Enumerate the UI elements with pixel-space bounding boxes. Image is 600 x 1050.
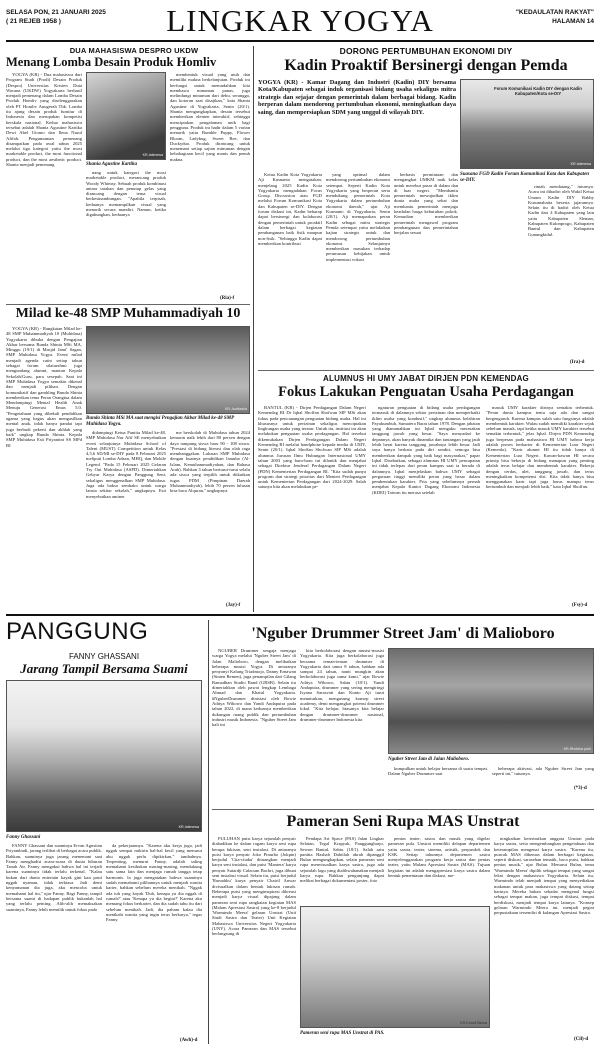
kadin-column-1	[258, 172, 322, 368]
fanny-headline: Jarang Tampil Bersama Suami	[20, 661, 188, 676]
umy-text-3: masuk UMY karakter dirinya semakin terbentuk. "Peran dunia kampus tentu saja ada dan sangat bergengaruh. Karena kampus salah satu fungsinya adalah membentuk karakter. Walau sudah memiliki karakter sejak sebelum masuk, tapi ketika masuk UMY karakter tersebut semakin terbentuk," jelas Iqbal. Dirjen PDN Kemendag juga berpesan pada mahasiswa HI UMY bahwa kerja adalah proses berkarier di Kementerian Luar Negeri (Kemenlu). "Karir alumni HI itu tidak hanya di Kementerian Luar Negeri. Kawan-kawan HI secara prinsip bisa bekerja di bidang manapun yang penting adalah terus belajar dan membentuk karakter. Bekerja dengan cerdas, ulet, tanggung jawab, dan terus meningkatkan kompetensi diri. Kita tidak hanya bisa menggunakan karir tapi juga harus mampu terus bertumbuh dan menjadi lebih baik," kata Iqbal Shoffan.	[486, 405, 594, 490]
column-divider-bottom	[208, 620, 209, 1044]
milad-text-2: didampingi Ketua Panitia Milad ke-48, SMP Muhidasa Nur Afif SE menyebutkan event selanjutnya Muhidasa School of Talent (MUST) Competition untuk Kelas 4,5,6 SD/MI se-DIY pada 8 Februari 2025 meliputi Lomba Adzan, MHQ, dan Mobile Legend. "Pada 15 Februari 2025 Gelaran Try Out Muhidasa (ASPD). Dimeriahkan Gebyar Karya dengan Panggung Seni, sekaligus menggenalkan SMP Muhidasa. Juga ada bakso sembako untuk warga lansia sekitar sekolah," ungkapnya. Esti menyebutkan aminer	[86, 430, 166, 499]
kadin-kicker: DORONG PERTUMBUHAN EKONOMI DIY	[339, 46, 513, 56]
homliv-text-3: membentuk visual yang utuh dan memiliki makna berkelanjutan. Produk ini berfungsi untuk memudahkan kita membawa minuman panas, juga melindungi minuman dari debu, serangga, dan kotoran saat disajikan," kata Shania Agustine di Yogyakarta, Senin (20/1). Shania mengungkapkan, desain tersebut memberikan elemen interaktif, sehingga menciptakan pengalaman unik bagi pengguna. Produk ini hadir dalam 5 varian menarik yaitu Bumble Puppy, Flower Bloom, Ladybug, Sweet Bee, dan Duckyduo. Produk dirancang untuk menemani setiap sajian minuman dengan kebahagiaan kecil yang manis dan penuh makna.	[170, 72, 250, 162]
nguber-endtag: (*3)-d	[574, 786, 587, 791]
milad-headline: Milad ke-48 SMP Muhammadiyah 10	[15, 306, 241, 321]
nguber-text-4: beberapa aktivasi, ada Nguber Street Jam yang seperti ini," tuturnya.	[492, 766, 594, 777]
umy-column-3	[486, 405, 594, 603]
milad-text-3: me berskolah di Muhidasa tahun 2024 kemarin naik lebih dari 80 persen dengan daya tampung siswa baru 90 - 108 siswa. "Prestasi di bidang literasi dan olah raga membanggakan. Lulusan SMP Muhidasa dengan kuatnya pendidikan Ismuba (Al-Islam, Kemuhammadiyahan, dan Bahasa Arab). Bahkan 3 tahun berturut-turut selalu ada siswa yang terpilih untuk diikutkan tugas PDM (Pimpinan Daerah Muhammadiyah), lebih 70 persen lulusan bisa baca Alquran," ungkapnya.	[170, 430, 250, 494]
page-number: HALAMAN 14	[552, 18, 594, 25]
nguber-text-1: NGUBER Drummer sengaja menjaga warga Yogya melalui 'Nguber Street Jam' di Jalan Malioboro, dengan melibatkan beberapa musisi Yogya. Di antaranya penyanyi Kalung Triadmojo, Danny Ernawan (Sinten Remen), juga penampilan dari Gilang Ramadhan Studio Band (GRSB). Selain itu dimeriahkan oleh pawai lengkap Lembaga Ahmad dan Khatul Yogyakarta. #NguberDrummer dinisiasi oleh Bowie Aditya Wibowo dan Yandi Andaputra pada tahun 2022, di mana keduanya memberikan dukungan ruang publik dan pertumbuhan industri musik Indonesia. "Nguber Street Jam kali ini	[212, 648, 296, 728]
kadin-text-2: yang optimal dalam mendorong pertumbuhan ekonomi setempat. Seperti Kadin Kota Yogyakarta yang berperan serta mendukung pemerintah Kota Yogyakarta dalam pertumbuhan ekonomi daerah," ujar Aji Kusnanto di Yogyakarta, Senin (20/1). Aji memaparkan peran Kadin sebagai mitra strategis Pemda setempat yaitu melakukan kajian strategis untuk dan mendorong pertumbuhan ekonomi. Selanjutnya memberikan masukan terhadap perumusan kebijakan untuk implementasi vokasi	[326, 172, 390, 262]
kadin-caption: Suasana FGD Kadin Forum Komunikasi Kota dan Kabupaten se-DIY.	[460, 172, 590, 183]
mas-column-3	[388, 836, 490, 904]
umy-column-1	[258, 405, 366, 613]
kadin-column-2	[326, 172, 390, 368]
mas-headline: Pameran Seni Rupa MAS Unstrat	[286, 813, 520, 830]
mas-photo	[300, 906, 490, 1028]
nguber-text-3: kumpulkan untuk belajar bersama di suatu tempat. Dalam Nguber Drummer saat	[388, 766, 488, 777]
newspaper-title: LINGKAR YOGYA	[166, 3, 434, 38]
section-label: PANGGUNG	[6, 618, 149, 645]
umy-headline: Fokus Lakukan Penguatan Usaha Perdagangan	[278, 384, 574, 400]
mas-text-2: Pendapa Art Space (PAS) Jalan Lingkar Selatan, Tegal Krapyak, Panggungharjo, Sewon Bantul, Sabtu (18/1). Salah satu panitia Hashah Dahtilah akrab dipanggil Bulan mengungkapkan, selain pameran seni rupa menvisualkan karya sastra, juga ada sejumlah lagu yang dialihwahanakan menjadi karya rupa. Bahkan pengunjung dapat melihat berbagai dokumentasi poster, foto	[300, 836, 384, 884]
milad-text-1: YOGYA (KR) - Rangkaian Milad ke-48 SMP Muhammadiyah 10 (Muhidasa) Yogyakarta dibuka dengan Pengajian Akbar bersama Bunda Shinta MSi MA, Minggu (19/1) di Masjid Jami' Sagan, SMP Muhidasa Yogya. Event milad menjadi agenda rutin setiap tahun sebagai forum silaturahmi juga mengundang alumni, mantan Kepala Sekolah/Guru, para sesepuh. Saat ini SMP Muhidasa Yogya semakin dikenal dan menjadi pilihan. Dengan komunikatif dan gambling Bunda Shinta memberikan tema Peran Orangtua dalam Mendampingi Mental Health Anak Menuju Generasi Emas 5.0. "Pengetahuan yang dibekali pendidikan agama yang bagus akan mengasilkan mental anak, tidak hanya pandai tapi juga berbudi pekerti dan akhlak yang baik" ungkap Bunda Shinta. Kepala SMP Muhidasa Esti Priyantini SS MPd BI	[6, 326, 82, 448]
umy-endtag: (Fsy)-d	[572, 603, 588, 608]
nguber-column-3	[388, 766, 488, 796]
issue-hijri-date: ( 21 REJEB 1958 )	[6, 18, 61, 25]
nguber-column-4	[492, 766, 594, 796]
column-divider-top	[253, 46, 254, 612]
kadin-bottom-rule	[258, 370, 594, 371]
homliv-bottom-rule	[6, 304, 250, 305]
kadin-column-4	[528, 184, 594, 360]
nguber-caption: Nguber Street Jam di Jalan Malioboro.	[388, 757, 470, 762]
fanny-text-2: da pekerjaannya. "Karena aku kerja juga, jadi nggak sempat mikirin hal-hal kecil yang menurut aku nggak perlu dipikirkan," tambahnya. Terpenting, menurut Fanny, adalah saling memahami kesibukan masing-masing, mendukung satu sama lain dan menjaga rumah tangga tetap harmonis. Ia juga mengatakan bahwa suaminya sudah memahami pilihannya untuk menjadi wanita karier, bahkan sebelum mereka menikah. "Nggak ada tuh yang kayak 'Duh, kenapa yu dia nggak di rumah?' atau 'Kenapa yu dia begini?' Karena aku memang fokus berkarier, dan dia sudah tahu itu dari sebelum menikah. Jadi, dia paham kalau dia menikahi wanita yang ingin terus berkarya," tegas Fanny.	[106, 843, 202, 923]
kadin-lead-text: YOGYA (KR) - Kamar Dagang dan Industri (Kadin) DIY bersama Kota/Kabupaten sebagai induk organisasi bidang usaha sekaligus mitra strategis dan sejajar dengan pemerintah dalam berbagai bidang. Kadin berperan dalam mendorong pertumbuhan ekonomi, meningkatkan daya saing, dan mempersiapkan SDM yang unggul di wilayah DIY.	[258, 79, 456, 116]
homliv-caption: Shania Agustine Kartika	[86, 162, 137, 167]
kadin-photo	[460, 79, 594, 169]
kadin-column-3	[394, 172, 458, 368]
homliv-column-1	[6, 72, 82, 302]
homliv-column-3	[170, 72, 250, 296]
nguber-text-2: kita berkolaborasi dengan musisi-musisi Yogyakarta. Kita juga berkolaborasi juga bersama teman-teman drummer di Yogyakarta dari umur 8 tahun, bahkan ada sampai 24 tahun, nanti mungkin akan berkolaborasi juga sama kami," ujar Bowie Aditya Wibowo, Sabtu (18/1). Yandi Andaputra, drummer yang sering mengiringi Isyana Sarasvati dan Kunto Aji turut menuturkan, mengusung konsep street academy, demi mengangkat potensi drummer lokal. "Kita belajar, biasanya kita belajar dengan drummer-drummer nasional, drummer-drummer Indonesia kita	[300, 648, 384, 722]
mas-column-1	[212, 836, 296, 1044]
milad-endtag: (Jay)-f	[226, 603, 241, 608]
kadin-headline: Kadin Proaktif Bersinergi dengan Pemda	[284, 57, 568, 74]
kadin-lead	[258, 79, 456, 167]
nguber-headline: 'Nguber Drummer Street Jam' di Malioboro	[251, 625, 555, 642]
nguber-column-1	[212, 648, 296, 808]
mas-caption: Pameran seni rupa MAS Unstrat di PAS.	[300, 1031, 385, 1036]
kadin-text-3: berbasis permintaan dan mengangkat UMKM naik kelas untuk merebut pasar di dalam dan di luar negeri. "Membantu pemerintah mewujudkan iklim dunia usaha yang sehat dan membantu pemerintah menjaga keadulan harga kebutuhan pokok. Kemudian memberikan pemerintah mengawal program pembangunan dan pemerintahan berjalan sesuai	[394, 172, 458, 236]
mas-text-1: PULUHAN puisi karya sejumlah penyair diabadikan ke dalam ragam karya seni rupa berupa lukisan, seni instalasi. Di antaranya puisi karya penyair Joko Pinurbo (Jokpin) berjudul 'Cita-citaku' dituangkan menjadi karya seni instalasi, dan puisi 'Mantera' karya penyair Sutardji Calzoum Bachri, juga dibuat seni instalasi visual. Selain itu, puisi berjudul 'Rumahku' karya penyair Chairil Anwar divisualkan dalam bentuk lukisan rumah. Beberapa puisi yang mengimspirasi dikreasi menjadi karya visual dipajang dalam pameran seni rupa rangkaian kegiatan MAS (Malam Apresiasi Sastra) yang ke-8 berjudul 'Warmindo Meera' gelaran Unstrat (Unit Studi Sastra dan Teater) Unit Kegiatan Mahasiswa Universitas Negeri Yogyakarta (UNY). Acara Pameran dan MAS tersebut berlangsung di	[212, 836, 296, 937]
mas-column-4	[494, 836, 594, 1036]
fanny-name: FANNY GHASSANI	[68, 652, 140, 661]
mas-column-2	[300, 836, 384, 904]
section-rule	[6, 614, 594, 616]
homliv-photo-credit: KR-Istimewa	[142, 153, 163, 157]
masthead	[6, 4, 594, 40]
fanny-column-2	[106, 843, 202, 1037]
nguber-photo	[388, 648, 594, 754]
issue-date: SELASA PON, 21 JANUARI 2025	[6, 9, 106, 16]
kadin-photo-credit: KR-Istimewa	[570, 162, 591, 166]
nguber-photo-credit: KR-Rhobika putri	[563, 747, 591, 751]
umy-kicker: ALUMNUS HI UMY JABAT DIRJEN PDN KEMENDAG	[323, 374, 529, 383]
fanny-column-1	[6, 843, 102, 1045]
fanny-photo	[6, 680, 202, 832]
fanny-photo-credit: KR-Istimewa	[178, 825, 199, 829]
mas-photo-credit: KR-Khocil Blowa	[460, 1021, 487, 1025]
milad-photo	[86, 326, 250, 414]
umy-text-2: ngaturan penguatan di bidang usaha perdagangan termasuk di dalamnya sektor perizinan dan memperbaiki iklim usaha yang kondusif," ungkap alumnus kelahiran Payakumbuh, Sumatera Barat tahun 1978. Dengan jabatan yang diamanahkan ini Iqbal mengaku merasakan tanggung jawab yang besar. "Saya menyadari ke depannya, akan banyak dinamika dan tantangan yang jauh lebih berat karena tanggung jawabnya lebih besar. Jadi saya hanya berkata pada diri sendiri, semoga bisa memberikan dampak yang baik bagi masyarakat," papar Iqbal. Disebutkan, sebagai alumnus HI UMY pencapaian ini tidak terlepas dari peran kampus saat ia berada di dalamnya. Iqbal menjelaskan bahwa UMY sebagai perguruan tinggi memiliki peran yang besar dalam pembentukan karakter. Pria yang sebelumnya pernah menjabat Kepala Kantor Dagang Ekonomi Indonesia (KDEI) Taiwan itu merasa setelah	[372, 405, 480, 495]
umy-text-1: BANTUL (KR) - Dirjen Perdagangan Dalam Negeri Kemendag RI Dr Iqbal Shoffan Shofwan SIP MSi akan fokus pada pencanangan penguatan bidang usaha. Hal ini khususnya untuk perizinan sekaligus menciptakan lingkungan usaha yang teratur. Untuk itu, institusi ini akan melakukan penguatan usaha perdagangan. Hal tersebut dikemukakan Dirjen Perdagangan Dalam Negeri Kemendag RI melalui handphone kepada media di UMY, Senin (20/1). Iqbal Shoffan Shofwan SIP MSi adalah alumnus Jurusan Ilmu Hubungan Internasional UMY tahun 2003 yang baru-baru ini dilantik dan menjabat sebagai Direktur Jenderal Perdagangan Dalam Negeri (PDN) Kementerian Perdagangan RI. "Kita sudah punya program dan strategi prioritas dari Menteri Perdagangan untuk Kementerian Perdagangan dari 2024-2029. Salah satunya kita akan melakukan pe-	[258, 405, 366, 490]
nguber-bottom-rule	[212, 809, 594, 810]
homliv-text-2: nang untuk kategori the most marketable product, merancang produk Woody Whimsy. Sebuah produk kombinasi antara tatakan dan penutup gelas yang dirancang dengan tema visual berkesinambungan. "Apabila terpisah, keduanya memampilkan visual yang menarik secara mandiri. Namun, ketika digabungkan, keduanya	[86, 170, 166, 218]
kadin-text-1: Ketua Kadin Kota Yogyakarta Aji Kusnanto mengatakan, menjelang 2025 Kadin Kota Yogyakarta mengadakan Focus Group Discussion atau FGD melalui Forum Komunikasi Kota dan Kabupaten se-DIY. Dengan forum diskusi ini, Kadin beharap dapat bersinergi dan kolaborasi dengan pemerintah untuk proaktif dalam berbagai kegiatan pembangunan baik fisik maupun non-fisik. "Sehingga Kadin dapat memberikan kontribusi	[258, 172, 322, 246]
umy-column-2	[372, 405, 480, 613]
kadin-event-banner: Forum Komunikasi Kadin DIY dengan Kadin Kabupaten/Kota se-DIY	[494, 86, 582, 96]
mas-text-3: pentas teater, sastra dan musik yang digelar pameran pula. Unstrat memiliki delapan departemen yaitu sastra, teater, sinema, artistik, perpusdok dan KSK. Setiap tahunnya departemen sastra menyelenggarakan program kerja sastra dan pentas teater, yaitu Malam Apresiasi Sastra (MAS). Tujuan kegiatan ini adalah mengapresiasi karya sastra dalam bentuk pementasan dan diskusi, me-	[388, 836, 490, 879]
milad-column-2	[86, 430, 166, 610]
fanny-caption: Fanny Ghassani	[6, 835, 41, 840]
mas-endtag: (Cil)-d	[574, 1037, 589, 1042]
homliv-photo	[86, 72, 166, 160]
milad-caption: Bunda Shinta MSi MA saat mengisi Pengajian Akbar Milad ke-48 SMP Muhidasa Yogya.	[86, 416, 234, 427]
homliv-column-2	[86, 170, 166, 302]
homliv-headline: Menang Lomba Desain Produk Homliv	[6, 55, 217, 69]
fanny-text-1: FANNY Ghassani dan suaminya Ervan Agustian Priyambudi, jarang terlihat di berbagai acara publik. Bahkan, suaminya juga jarang menemani saat Fanny menghadiri acara-acara di dunia hiburan Tanah Air. Fanny mengakui bahwa hal ini terjadi karena suaminya tidak terlalu terkenal. "Kalau bukan dari dunia entertain kayak gini kan pasti nggak nyaman, tidak terbiasa. Jadi demi kenyamanan dia juga, aku mencoba untuk memahami hal itu," ujar Fanny. Bagi Fanny, tampil bersama suami di hadapan publik bukanlah hal yang terlalu penting. Alih-alih memaksakan suaminya, Fanny lebih memilih untuk fokus pada	[6, 843, 102, 912]
kadin-text-4: rintah mendatang," tuturnya. Acara ini dihadiri oleh Wakil Ketua Umum Kadin DIY Rabby Kusumahatta beserta jajarannya. Selain itu di hadiri oleh Ketua Kadin dari 4 Kabupaten yang lain yaitu Kabupaten Sleman, Kabupaten Kulonprogo, Kabupaten Bantul dan Kabupaten Gunungkidul.	[528, 184, 594, 237]
fanny-endtag: (Awh)-d	[180, 1038, 198, 1043]
mas-text-4: ningkatkan ketertarikan anggota Unstrat pada karya sastra, serta mengembangkan pengetahuan dan keterampilan mengenai karya sastra. "Karena itu, puncak MAS dikemas dalam berbagai kegiatan, seperti diskusi, sarasehan tematik, baca puisi, bahkan pentas musik," ujar Bulan. Menurut Bulan, tema 'Warmindo Meera' dipilih sebagai tempat yang sangat lekat dengan mahasiswa Yogyakarta. Selain itu, Warmindo telah menjadi tempat yang menyediakan makanan untuk para mahasiswa yang datang setiap harinya. Mereka bukan sekadar mengenal fungsi sebagai tempat makan, juga tempat diskusi, tempat berdiskusi, menjadi tempat karya lainnya. "Konsep gelaran Warmindo Meera ini, menjadi pegiat perpustakaan tersendiri di kalangan Apresiasi Sastra.	[494, 836, 594, 916]
milad-column-3	[170, 430, 250, 602]
milad-column-1	[6, 326, 82, 612]
milad-photo-credit: KR-Juwitaska	[225, 407, 247, 411]
nguber-column-2	[300, 648, 384, 808]
masthead-rule	[6, 40, 594, 42]
newspaper-motto: "KEDAULATAN RAKYAT"	[515, 9, 594, 16]
kadin-endtag: (Ira)-d	[570, 360, 585, 365]
homliv-text-1: YOGYA (KR) - Dua mahasiswa dari Program Studi (Prodi) Desain Produk (Despro) Universitas Kristen Duta Wacana (UKDW) Yogyakarta berhasil menjadi pemenang dalam Lomba Desain Produk Homliv yang diselenggarakan oleh PT Homliv Anugerah Tbk. Lomba itu ajang desain produk furnitur di Indonesia dan merupakan kompetisi berskala nasional. Kedua mahasiswa tersebut adalah Shania Agustine Kartika Dewi Abel Utomo dan Ilena Nurul Afifah. Pengumuman pemenang disampaikan pada awal tahun 2025 melalui tiga kategori yaitu the most marketable product, the most functional product, dan the most aesthetic product. Shania menjadi pemenang	[6, 72, 82, 168]
homliv-endtag: (Ria)-f	[220, 296, 235, 301]
homliv-kicker: DUA MAHASISWA DESPRO UKDW	[69, 46, 199, 55]
